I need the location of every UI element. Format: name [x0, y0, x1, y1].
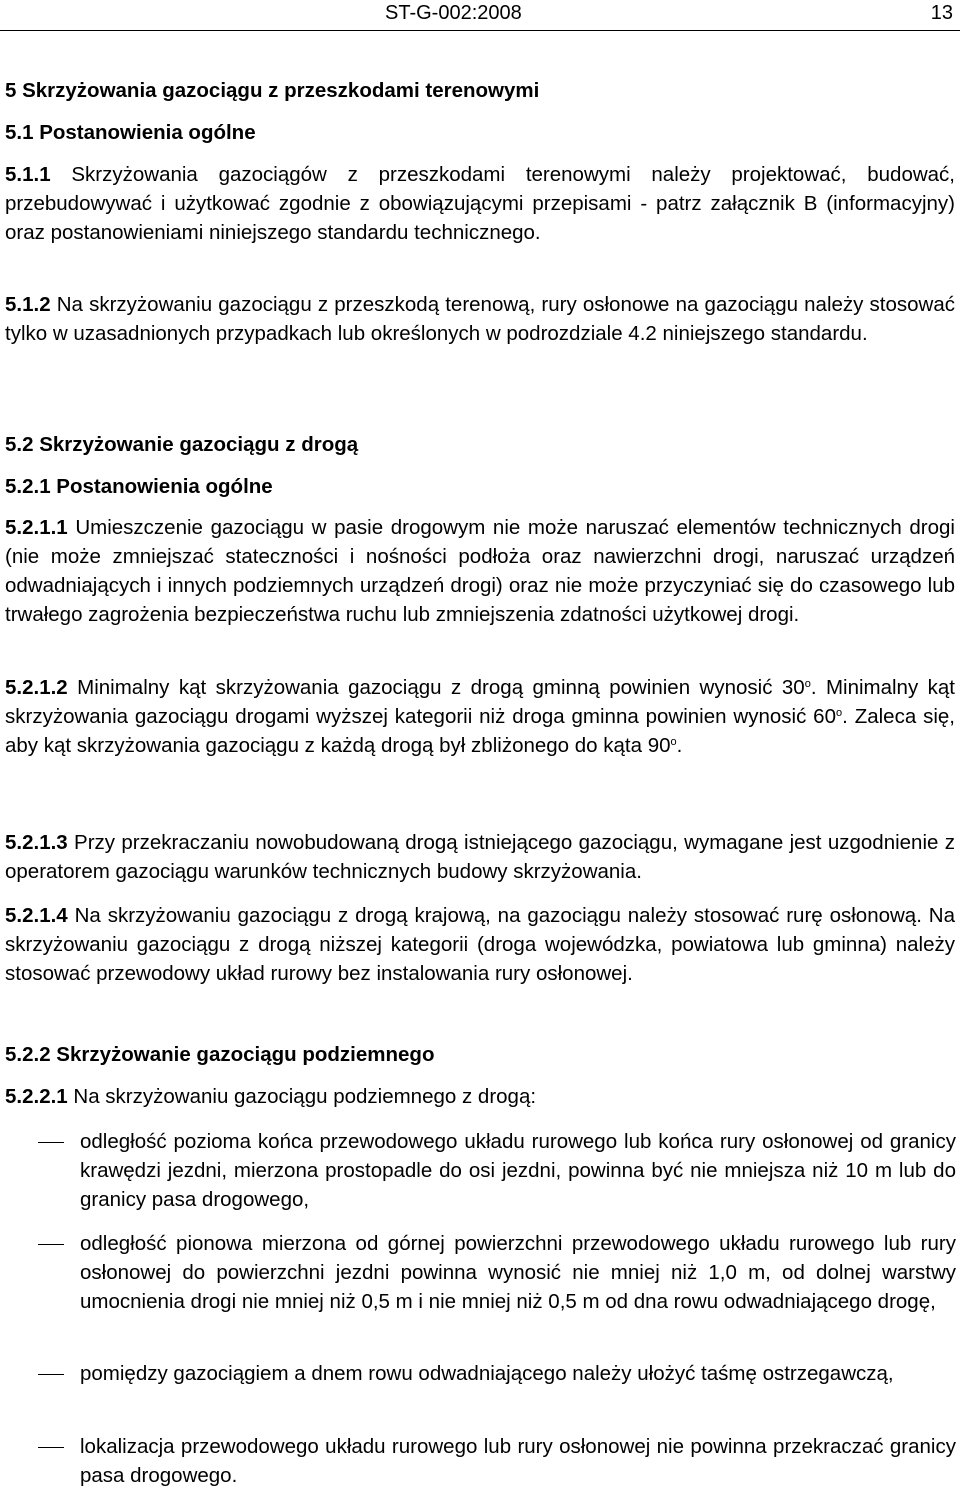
paragraph-5-2-2-1 [5, 1082, 955, 1111]
paragraph-text: Skrzyżowania gazociągów z przeszkodami terenowymi należy projektować, budować, przebudowywać i użytkować zgodnie z obowiązującymi przepisami - patrz załącznik B (informacyjny) oraz postanowieniami niniejszego standardu technicznego. [5, 163, 955, 244]
paragraph-text-2: . Minimalny kąt skrzyżowania gazociągu drogami wyższej kategorii niż droga gminna powinien wynosić 60 [5, 676, 955, 728]
document-code: ST-G-002:2008 [385, 2, 522, 24]
paragraph-number: 5.2.1.4 [5, 904, 68, 927]
page-number: 13 [930, 2, 953, 24]
section-5-2-1-heading: 5.2.1 Postanowienia ogólne [5, 475, 273, 498]
section-5-2-2-heading: 5.2.2 Skrzyżowanie gazociągu podziemnego [5, 1043, 435, 1066]
list-item: odległość pionowa mierzona od górnej powierzchni przewodowego układu rurowego lub rury osłonowej do powierzchni jezdni powinna wynosić nie mniej niż 1,0 m, od dolnej warstwy umocnienia drogi nie mniej niż 0,5 m i nie mniej niż 0,5 m od dna rowu odwadniającego drogę, [80, 1232, 956, 1313]
paragraph-number: 5.1.1 [5, 163, 51, 186]
paragraph-number: 5.2.1.1 [5, 516, 68, 539]
paragraph-number: 5.2.2.1 [5, 1085, 68, 1108]
paragraph-5-1-2 [5, 290, 955, 348]
page-header [0, 0, 960, 31]
paragraph-number: 5.2.1.3 [5, 831, 68, 854]
paragraph-text-4: . [676, 734, 683, 757]
paragraph-5-2-1-1 [5, 513, 955, 629]
paragraph-5-2-1-4 [5, 901, 955, 988]
degree-sign: o [804, 678, 811, 690]
paragraph-text: Przy przekraczaniu nowobudowaną drogą istniejącego gazociągu, wymagane jest uzgodnienie z operatorem gazociągu warunków technicznych budowy skrzyżowania. [5, 831, 955, 883]
list-dash [38, 1244, 64, 1245]
paragraph-text: Umieszczenie gazociągu w pasie drogowym nie może naruszać elementów technicznych drogi (nie może zmniejszać stateczności i nośności podłoża oraz nawierzchni drogi, naruszać urządzeń odwadniających i innych podziemnych urządzeń drogi) oraz nie może przyczyniać się do czasowego lub trwałego zagrożenia bezpieczeństwa ruchu lub zmniejszenia zdatności użytkowej drogi. [5, 516, 955, 626]
paragraph-5-2-1-3 [5, 828, 955, 886]
degree-sign: o [670, 736, 677, 748]
degree-sign: o [836, 707, 843, 719]
paragraph-5-2-1-2 [5, 673, 955, 760]
paragraph-text-3: . Zaleca się, aby kąt skrzyżowania gazociągu z każdą drogą był zbliżonego do kąta 90 [5, 705, 955, 757]
paragraph-number: 5.1.2 [5, 293, 51, 316]
paragraph-text: Na skrzyżowaniu gazociągu z przeszkodą terenową, rury osłonowe na gazociągu należy stosować tylko w uzasadnionych przypadkach lub określonych w podrozdziale 4.2 niniejszego standardu. [5, 293, 955, 345]
list-dash [38, 1447, 64, 1448]
paragraph-5-1-1 [5, 160, 955, 247]
list-dash [38, 1142, 64, 1143]
section-5-1-heading: 5.1 Postanowienia ogólne [5, 121, 256, 144]
list-item: lokalizacja przewodowego układu rurowego lub rury osłonowej nie powinna przekraczać granicy pasa drogowego. [80, 1435, 956, 1487]
paragraph-number: 5.2.1.2 [5, 676, 68, 699]
paragraph-text-1: Minimalny kąt skrzyżowania gazociągu z drogą gminną powinien wynosić 30 [67, 676, 805, 699]
paragraph-text: Na skrzyżowaniu gazociągu podziemnego z drogą: [67, 1085, 537, 1108]
paragraph-text: Na skrzyżowaniu gazociągu z drogą krajową, na gazociągu należy stosować rurę osłonową. Na skrzyżowaniu gazociągu z drogą niższej kategorii (droga wojewódzka, powiatowa lub gminna) należy stosować przewodowy układ rurowy bez instalowania rury osłonowej. [5, 904, 955, 985]
list-dash [38, 1374, 64, 1375]
list-item: pomiędzy gazociągiem a dnem rowu odwadniającego należy ułożyć taśmę ostrzegawczą, [80, 1362, 894, 1385]
section-5-heading: 5 Skrzyżowania gazociągu z przeszkodami terenowymi [5, 79, 540, 102]
list-item: odległość pozioma końca przewodowego układu rurowego lub końca rury osłonowej od granicy krawędzi jezdni, mierzona prostopadle do osi jezdni, powinna być nie mniejsza niż 10 m lub do granicy pasa drogowego, [80, 1130, 956, 1211]
section-5-2-heading: 5.2 Skrzyżowanie gazociągu z drogą [5, 433, 359, 456]
